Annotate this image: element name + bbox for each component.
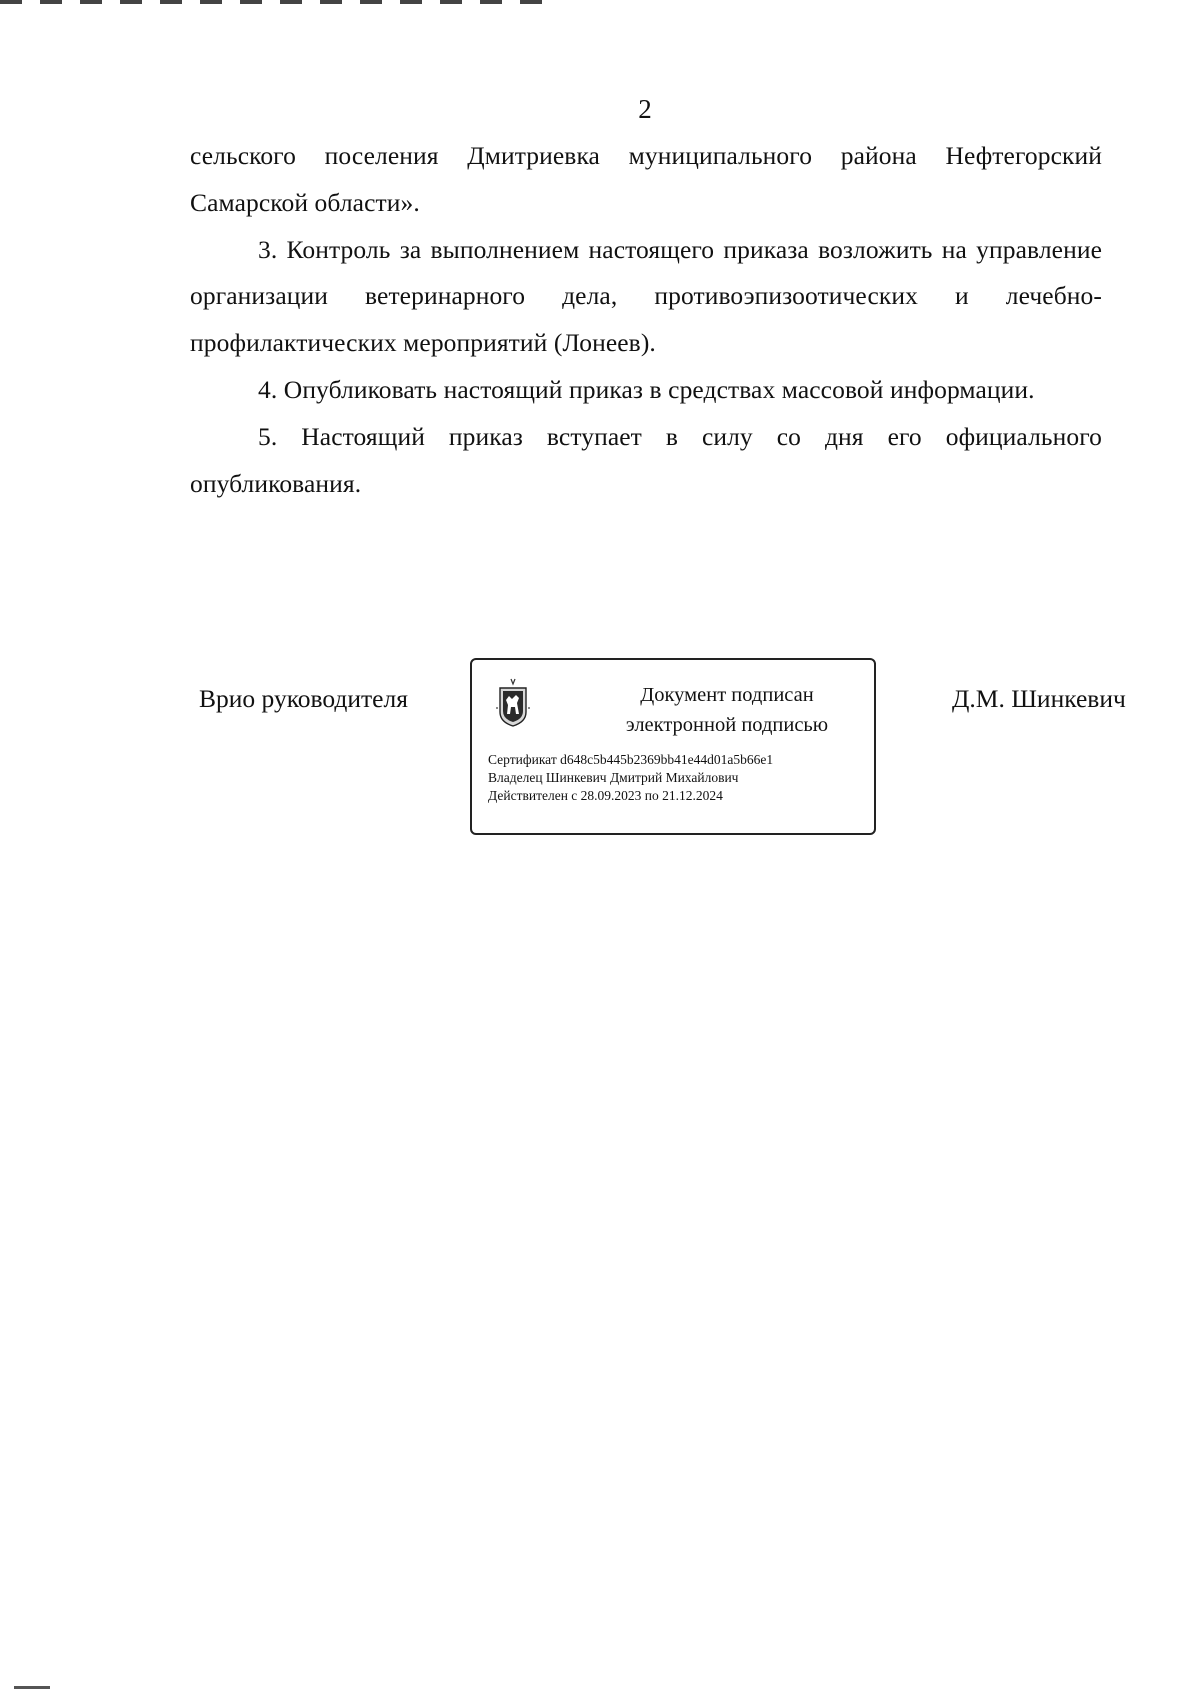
stamp-owner: Владелец Шинкевич Дмитрий Михайлович [488,770,739,785]
paragraph-5: 5. Настоящий приказ вступает в силу со дня его официального опубликования. [190,421,1102,498]
stamp-validity: Действителен с 28.09.2023 по 21.12.2024 [488,788,723,803]
paragraph-3: 3. Контроль за выполнением настоящего приказа возложить на управление организации ветеринарного дела, противоэпизоотических и лечебно-профилактических мероприятий (Лонеев). [190,234,1102,358]
paragraph-continuation: сельского поселения Дмитриевка муниципального района Нефтегорский Самарской области». [190,141,1102,217]
stamp-heading-line1: Документ подписан [640,684,814,706]
page-number: 2 [638,94,652,124]
coat-of-arms-icon [494,678,532,728]
signer-position: Врио руководителя [199,684,408,713]
electronic-signature-stamp [470,658,876,835]
stamp-certificate: Сертификат d648c5b445b2369bb41e44d01a5b66e1 [488,752,774,767]
stamp-heading-line2: электронной подписью [625,714,829,736]
stamp-details [488,751,773,805]
signer-name: Д.М. Шинкевич [952,684,1126,713]
paragraph-4: 4. Опубликовать настоящий приказ в средствах массовой информации. [258,374,1035,404]
bottom-scan-mark [14,1686,50,1689]
stamp-heading [582,680,872,740]
